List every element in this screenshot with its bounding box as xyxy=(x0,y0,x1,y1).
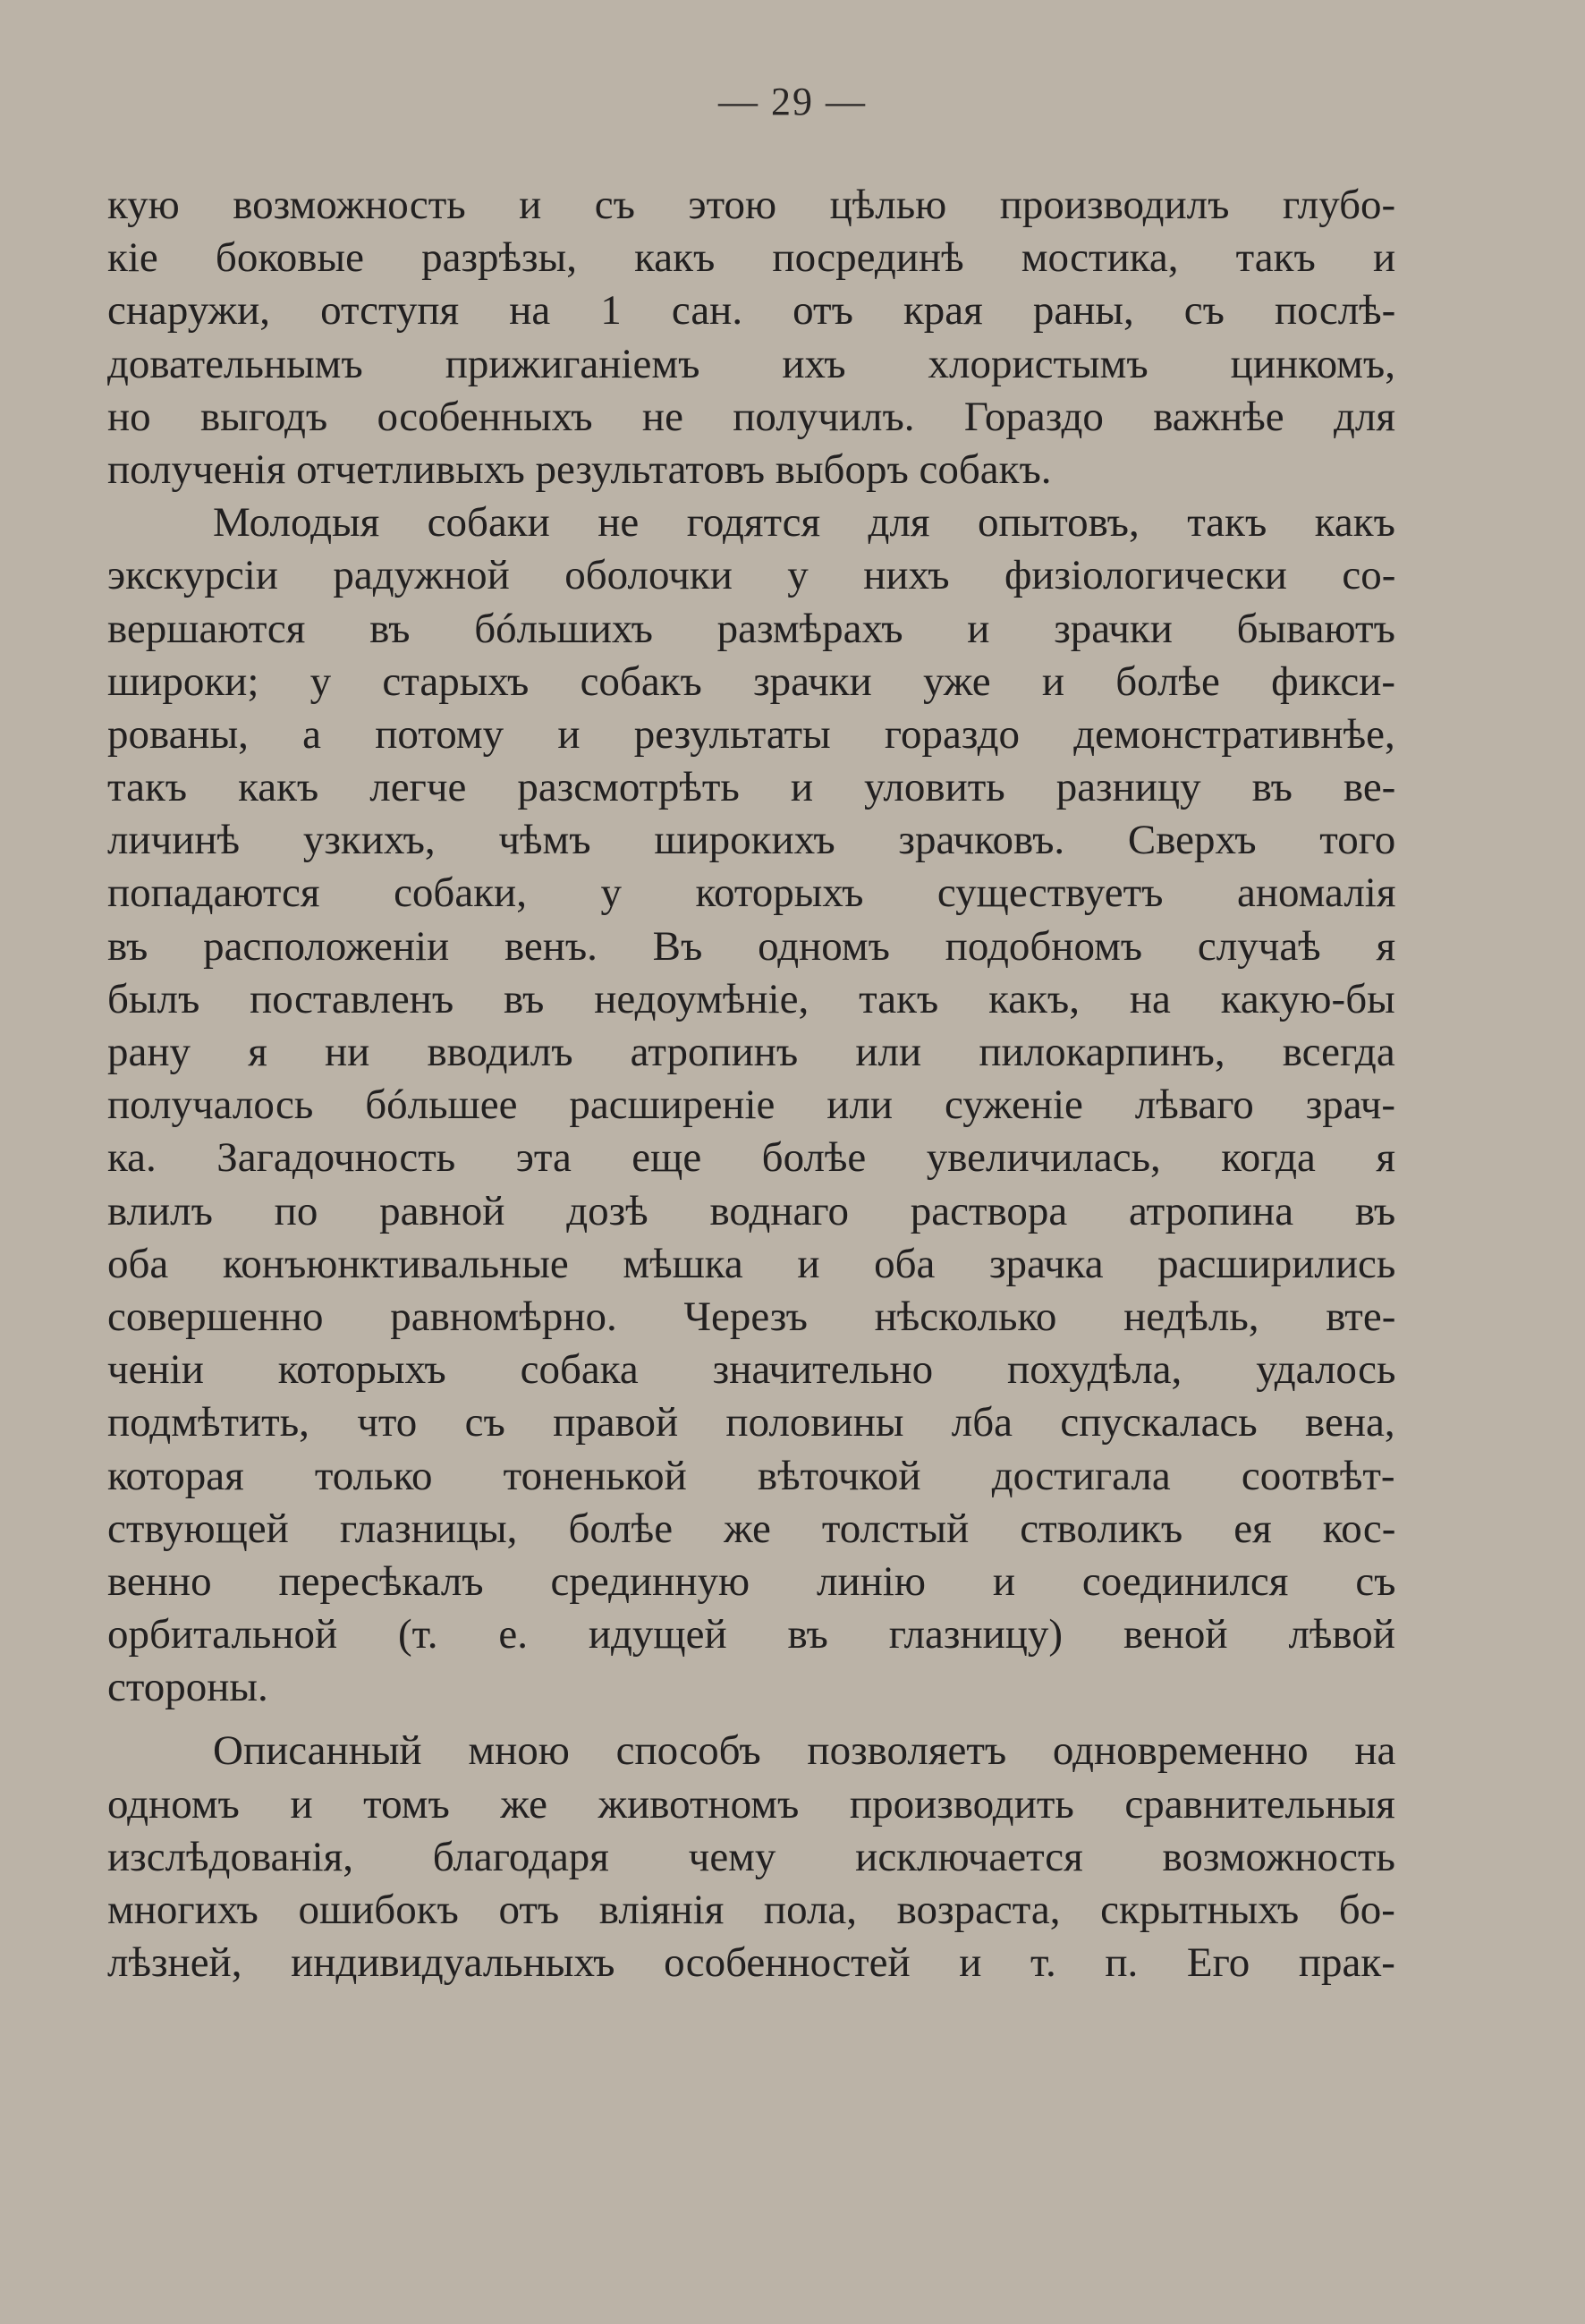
text-line: ка. Загадочность эта еще болѣе увеличилась, когда я xyxy=(107,1134,1395,1182)
body-text xyxy=(107,179,1395,1989)
text-line: попадаются собаки, у которыхъ существуетъ аномалія xyxy=(107,869,1395,917)
text-line: снаружи, отступя на 1 сан. отъ края раны, съ послѣ- xyxy=(107,287,1395,335)
text-line: широки; у старыхъ собакъ зрачки уже и болѣе фикси- xyxy=(107,657,1395,705)
text-line: оба конъюнктивальные мѣшка и оба зрачка расширились xyxy=(107,1240,1395,1287)
page-number: — 29 — xyxy=(718,80,867,123)
text-line: венно пересѣкалъ срединную линію и соединился съ xyxy=(107,1557,1395,1605)
text-line: изслѣдованія, благодаря чему исключается возможность xyxy=(107,1833,1395,1880)
text-line: рану я ни вводилъ атропинъ или пилокарпинъ, всегда xyxy=(107,1029,1395,1075)
text-line: орбитальной (т. е. идущей въ глазницу) веной лѣвой xyxy=(107,1611,1395,1658)
text-line: рованы, а потому и результаты гораздо демонстративнѣе, xyxy=(107,710,1395,758)
text-line: лѣзней, индивидуальныхъ особенностей и т. п. Его прак- xyxy=(107,1939,1395,1987)
text-line: одномъ и томъ же животномъ производить сравнительныя xyxy=(107,1780,1395,1828)
text-line: стороны. xyxy=(107,1664,268,1711)
text-line: которая только тоненькой вѣточкой достигала соотвѣт- xyxy=(107,1452,1395,1499)
text-line: такъ какъ легче разсмотрѣть и уловить разницу въ ве- xyxy=(107,764,1395,811)
text-line: Молодыя собаки не годятся для опытовъ, такъ какъ xyxy=(213,499,1395,547)
text-line: влилъ по равной дозѣ воднаго раствора атропина въ xyxy=(107,1187,1395,1234)
text-line: въ расположеніи венъ. Въ одномъ подобномъ случаѣ я xyxy=(107,922,1395,970)
text-line: многихъ ошибокъ отъ вліянія пола, возраста, скрытныхъ бо- xyxy=(107,1887,1395,1933)
paragraph-2 xyxy=(107,496,1395,1714)
text-line: ченіи которыхъ собака значительно похудѣла, удалось xyxy=(107,1346,1395,1394)
text-line: кую возможность и съ этою цѣлью производилъ глубо- xyxy=(107,182,1395,228)
text-line: полученія отчетливыхъ результатовъ выборъ собакъ. xyxy=(107,445,1052,493)
text-line: кіе боковые разрѣзы, какъ посрединѣ мостика, такъ и xyxy=(107,234,1395,282)
text-line: ствующей глазницы, болѣе же толстый стволикъ ея кос- xyxy=(107,1505,1395,1552)
text-line: совершенно равномѣрно. Черезъ нѣсколько недѣль, вте- xyxy=(107,1293,1395,1340)
text-line: Описанный мною способъ позволяетъ одновременно на xyxy=(213,1727,1395,1775)
text-line: личинѣ узкихъ, чѣмъ широкихъ зрачковъ. Сверхъ того xyxy=(107,817,1395,864)
text-line: довательнымъ прижиганіемъ ихъ хлористымъ цинкомъ, xyxy=(107,340,1395,387)
paragraph-1 xyxy=(107,179,1395,496)
paragraph-gap xyxy=(107,1714,1395,1725)
paragraph-3 xyxy=(107,1725,1395,1989)
text-line: но выгодъ особенныхъ не получилъ. Гораздо важнѣе для xyxy=(107,393,1395,440)
text-line: получалось бóльшее расширеніе или суженіе лѣваго зрач- xyxy=(107,1081,1395,1129)
text-line: экскурсіи радужной оболочки у нихъ физіологически со- xyxy=(107,552,1395,599)
text-line: былъ поставленъ въ недоумѣніе, такъ какъ, на какую-бы xyxy=(107,975,1395,1022)
text-line: подмѣтить, что съ правой половины лба спускалась вена, xyxy=(107,1399,1395,1446)
text-line: вершаются въ бóльшихъ размѣрахъ и зрачки бываютъ xyxy=(107,605,1395,652)
